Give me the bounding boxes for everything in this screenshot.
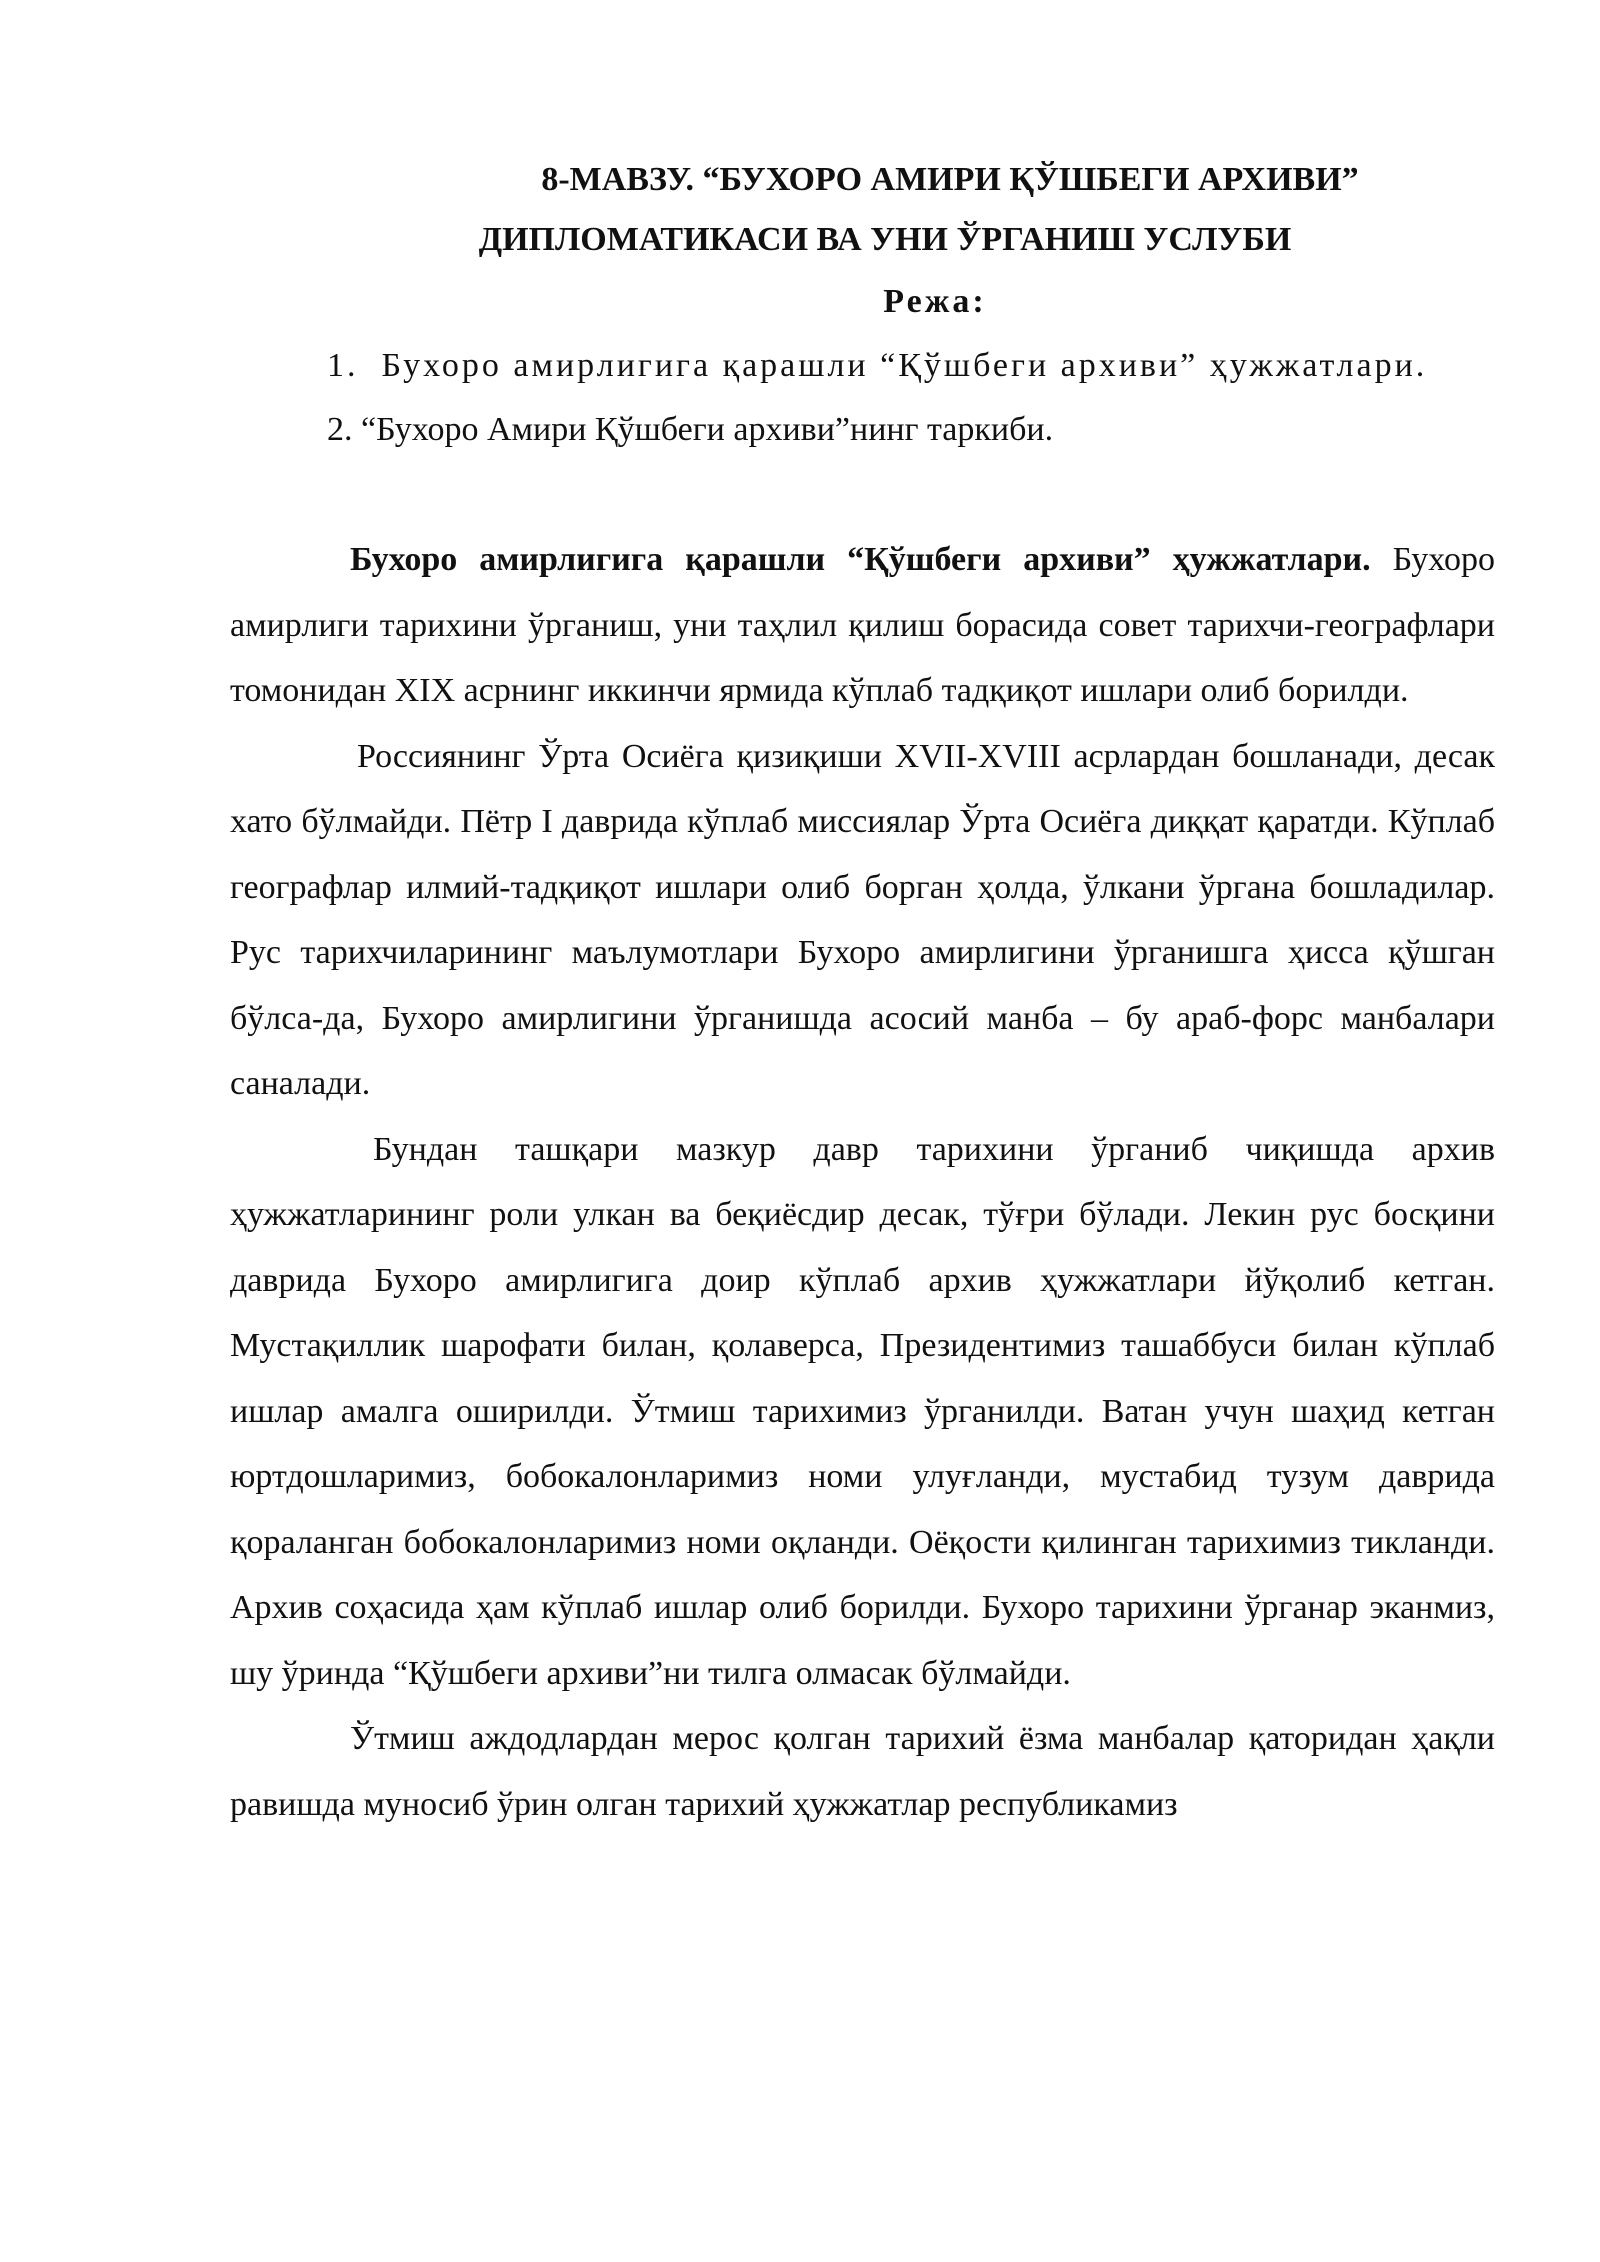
paragraph-text: Россиянинг Ўрта Осиёга қизиқиши XVII-XVIII асрлардан бошланади, десак хато бўлмайди. Пётр I даврида кўплаб миссиялар Ўрта Осиёга диққат қаратди. Кўплаб географлар илмий-тадқиқот ишлари олиб борган ҳолда, ўлкани ўргана бошладилар. Рус тарихчиларининг маълумотлари Бухоро амирлигини ўрганишга ҳисса қўшган бўлса-да, Бухоро амирлигини ўрганишда асосий манба – бу араб-форс манбалари саналади. [230,737,1495,1102]
plan-item-number: 2. [327,411,353,448]
plan-item-text: Бухоро амирлигига қарашли “Қўшбеги архиви” ҳужжатлари. [381,347,1428,384]
paragraph-text: Ўтмиш аждодлардан мерос қолган тарихий ёзма манбалар қаторидан ҳақли равишда муносиб ўрин олган тарихий ҳужжатлар республикамиз [230,1720,1495,1823]
plan-heading: Режа: [883,283,987,320]
plan-item [230,334,1495,398]
section-gap [230,462,1495,527]
plan-list [230,334,1495,462]
section-heading-inline: Бухоро амирлигига қарашли “Қўшбеги архиви” ҳужжатлари. [350,541,1371,578]
body-paragraph [230,527,1495,724]
body-paragraph [230,1117,1495,1707]
body-paragraph [230,724,1495,1117]
document-body [230,150,1495,1837]
document-title-line-2: ДИПЛОМАТИКАСИ ВА УНИ ЎРГАНИШ УСЛУБИ [478,221,1292,258]
plan-item-text: “Бухоро Амири Қўшбеги архиви”нинг таркиби. [361,411,1054,448]
body-paragraph [230,1706,1495,1837]
document-title-line-1: 8-МАВЗУ. “БУХОРО АМИРИ ҚЎШБЕГИ АРХИВИ” [541,161,1359,198]
plan-item [230,398,1495,462]
paragraph-text: Бухоро амирлиги тарихини ўрганиш, уни таҳлил қилиш борасида совет тарихчи-географлари томонидан XIX асрнинг иккинчи ярмида кўплаб тадқиқот ишлари олиб борилди. [230,541,1495,709]
plan-item-number: 1. [327,347,359,384]
paragraph-text: Бундан ташқари мазкур давр тарихини ўрганиб чиқишда архив ҳужжатларининг роли улкан ва беқиёсдир десак, тўғри бўлади. Лекин рус босқини даврида Бухоро амирлигига доир кўплаб архив ҳужжатлари йўқолиб кетган. Мустақиллик шарофати билан, қолаверса, Президентимиз ташаббуси билан кўплаб ишлар амалга оширилди. Ўтмиш тарихимиз ўрганилди. Ватан учун шаҳид кетган юртдошларимиз, бобокалонларимиз номи улуғланди, мустабид тузум даврида қораланган бобокалонларимиз номи оқланди. Оёқости қилинган тарихимиз тикланди. Архив соҳасида ҳам кўплаб ишлар олиб борилди. Бухоро тарихини ўрганар эканмиз, шу ўринда “Қўшбеги архиви”ни тилга олмасак бўлмайди. [230,1130,1495,1692]
